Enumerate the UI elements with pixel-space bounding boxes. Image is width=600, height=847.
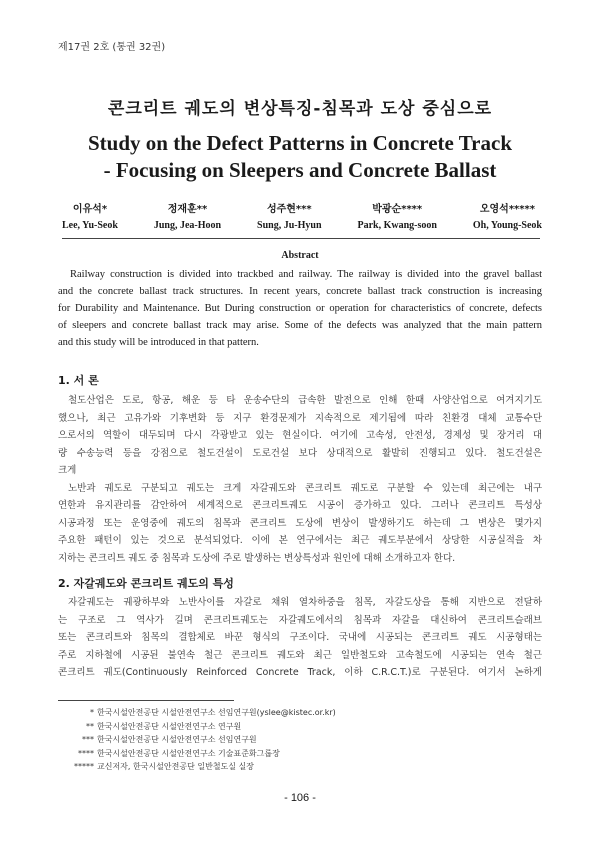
- page-number: - 106 -: [284, 792, 316, 804]
- body-line: 지하는 콘크리트 궤도 중 침목과 도상에 주로 발생하는 변상특성과 원인에 대해 소개하고자 한다.: [58, 552, 456, 564]
- footnote: [58, 760, 542, 774]
- body-line: 는 구조로 그 역사가 길며 콘크리트궤도는 자갈궤도에서의 침목과 자갈을 대신하여 콘크리트슬래브: [58, 614, 542, 626]
- body-line: 했으나, 최근 고유가와 기후변화 등 지구 환경문제가 지속적으로 제기됨에 따라 친환경 대체 교통수단: [58, 412, 542, 424]
- author-name-en: Park, Kwang-soon: [357, 220, 437, 231]
- author-name-ko: 이유석*: [72, 204, 108, 215]
- footnote-mark: ***: [82, 735, 94, 744]
- footnote: [58, 733, 542, 747]
- journal-info: 제17권 2호 (통권 32권): [58, 42, 166, 53]
- footnote-text: 교신저자, 한국시설안전공단 일반철도실 실장: [97, 762, 255, 771]
- footnote: [58, 706, 542, 720]
- author-name-en: Jung, Jea-Hoon: [153, 220, 222, 231]
- body-line: 자갈궤도는 궤광하부와 노반사이를 자갈로 채워 열차하중을 침목, 자갈도상을 통해 지반으로 전달하: [68, 597, 542, 608]
- header-divider: [62, 238, 540, 239]
- body-line: 량 수송능력 등을 강점으로 철도건설이 도로건설 보다 상대적으로 활발히 진행되고 있다. 철도건설은: [58, 447, 542, 459]
- english-title-line-1: Study on the Defect Patterns in Concrete Track: [87, 131, 513, 155]
- abstract-line: of sleepers and concrete ballast track may arise. Some of the defects was analyzed that the main pattern: [58, 320, 542, 331]
- english-title: [0, 130, 600, 184]
- korean-title: 콘크리트 궤도의 변상특징-침목과 도상 중심으로: [107, 99, 493, 119]
- footnote-text: 한국시설안전공단 시설안전연구소 선임연구원(yslee@kistec.or.kr): [97, 708, 336, 717]
- author: [473, 202, 542, 234]
- body-line: 으로서의 역할이 대두되며 다시 각광받고 있는 현실이다. 여기에 고속성, 안전성, 경제성 및 장거리 대: [58, 430, 542, 441]
- abstract-line: and this study will be introduced in that pattern.: [58, 337, 259, 348]
- body-line: 철도산업은 도로, 항공, 해운 등 타 운송수단의 급속한 발전으로 인해 한때 사양산업으로 여겨지기도: [68, 395, 542, 406]
- author-name-ko: 정재훈**: [167, 204, 208, 215]
- body-line: 콘크리트 궤도(Continuously Reinforced Concrete Track, 이하 C.R.C.T.)로 구분된다. 여기서 논하게: [58, 667, 542, 678]
- footnote-text: 한국시설안전공단 시설안전연구소 기술표준화그룹장: [97, 748, 280, 758]
- author: [62, 202, 118, 234]
- footnotes: [58, 706, 542, 774]
- footnote-mark: **: [86, 721, 94, 731]
- body-line: 연한과 유지관리를 감안하여 세계적으로 콘크리트궤도 시공이 증가하고 있다. 그러나 콘크리트 특성상: [58, 500, 542, 511]
- author-name-ko: 박광순****: [372, 204, 423, 215]
- body-line: 노반과 궤도로 구분되고 궤도는 크게 자갈궤도와 콘크리트 궤도로 구분할 수 있는데 최근에는 내구: [68, 482, 542, 494]
- footnote: [58, 747, 542, 761]
- footnote-mark: ****: [78, 748, 94, 758]
- footnote-text: 한국시설안전공단 시설안전연구소 연구원: [97, 721, 242, 731]
- author-name-en: Lee, Yu-Seok: [62, 220, 118, 231]
- author: [357, 202, 436, 234]
- body-line: 크게: [58, 465, 77, 476]
- author: [257, 202, 321, 234]
- author-name-ko: 오영석*****: [479, 204, 535, 215]
- footnote-mark: *: [90, 708, 94, 717]
- abstract-body: [58, 266, 542, 351]
- section-1-body: [58, 392, 542, 567]
- author-name-en: Oh, Young-Seok: [472, 220, 542, 231]
- body-line: 주로 지하철에 시공된 불연속 철근 콘크리트 궤도와 최근 일반철도와 고속철도에 시공되는 연속 철근: [58, 649, 542, 661]
- section-1-heading: 1. 서 론: [58, 374, 99, 387]
- footnote-mark: *****: [74, 762, 94, 771]
- author: [154, 202, 221, 234]
- body-line: 또는 콘크리트와 침목의 결합체로 바꾼 형식의 구조이다. 국내에 시공되는 콘크리트 궤도 시공형태는: [58, 632, 542, 643]
- footnote-text: 한국시설안전공단 시설안전연구소 선임연구원: [97, 735, 257, 744]
- section-2-body: [58, 594, 542, 682]
- abstract-line: and the concrete ballast track structures. In recent years, concrete ballast track construction is increasing: [58, 286, 542, 297]
- abstract-heading: Abstract: [281, 250, 319, 261]
- body-line: 시공과정 또는 운영중에 궤도의 침목과 콘크리트 도상에 변상이 발생하기도 하는데 그 변상은 몇가지: [58, 517, 542, 529]
- abstract-line: for Durability and Maintenance. But During construction or operation for characteristics of concrete, defects: [58, 303, 542, 314]
- author-list: [62, 202, 542, 234]
- abstract-line: Railway construction is divided into trackbed and railway. The railway is divided into the gravel ballast: [70, 269, 542, 280]
- section-2-heading: 2. 자갈궤도와 콘크리트 궤도의 특성: [58, 577, 234, 590]
- author-name-en: Sung, Ju-Hyun: [257, 220, 322, 231]
- author-name-ko: 성주현***: [266, 204, 312, 215]
- footnote-divider: [58, 700, 234, 701]
- body-line: 주요한 패턴이 있는 것으로 분석되었다. 이에 본 연구에서는 최근 궤도부분에서 상당한 시공실적을 차: [58, 535, 542, 546]
- footnote: [58, 720, 542, 734]
- english-title-line-2: - Focusing on Sleepers and Concrete Ballast: [103, 158, 497, 182]
